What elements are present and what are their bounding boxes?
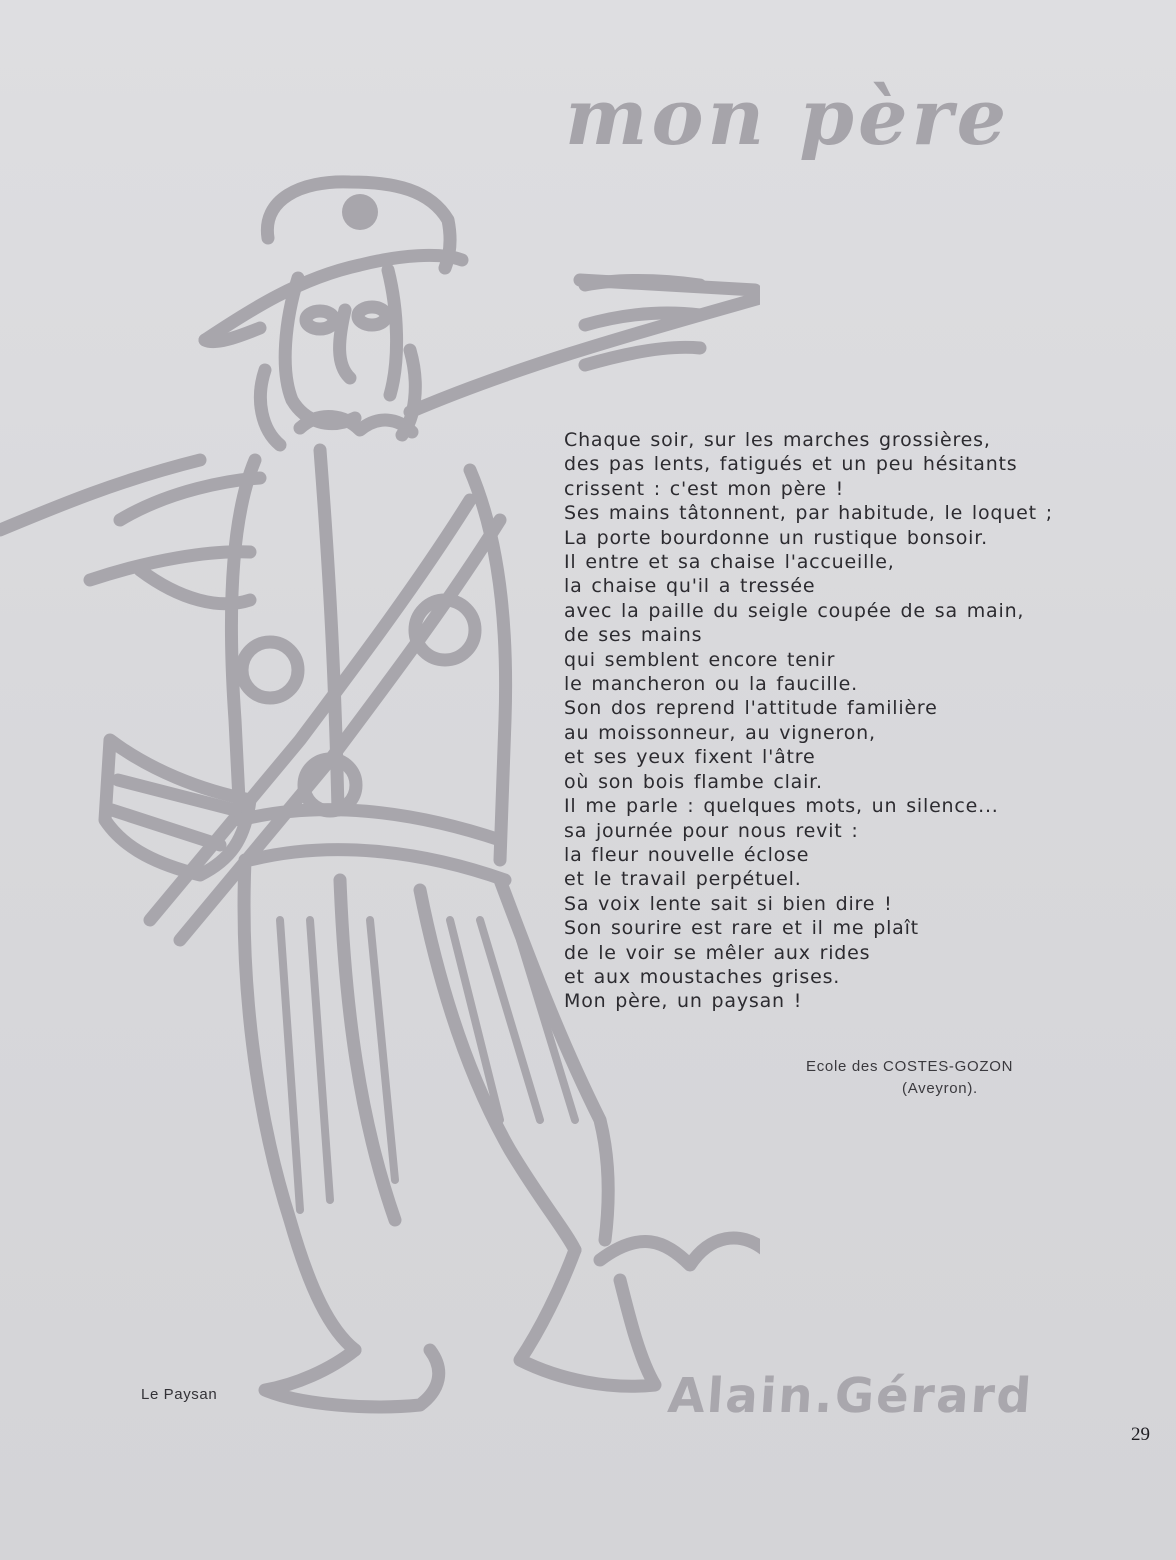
- poem-line: et ses yeux fixent l'âtre: [564, 746, 816, 769]
- face-right: [388, 270, 397, 395]
- ground-line: [600, 1238, 760, 1265]
- poem-line: la chaise qu'il a tressée: [564, 575, 816, 598]
- poem-line: Son dos reprend l'attitude familière: [564, 697, 938, 720]
- poem-line: au moissonneur, au vigneron,: [564, 721, 876, 744]
- poem-line: et le travail perpétuel.: [564, 868, 802, 891]
- poem-line: de le voir se mêler aux rides: [564, 941, 871, 964]
- page-number: 29: [1131, 1424, 1150, 1445]
- poem-line: Sa voix lente sait si bien dire !: [564, 892, 893, 915]
- poem-line: le mancheron ou la faucille.: [564, 673, 858, 696]
- poem-line: qui semblent encore tenir: [564, 648, 836, 671]
- poem-line: des pas lents, fatigués et un peu hésitants: [564, 453, 1018, 476]
- poem-line: Son sourire est rare et il me plaît: [564, 917, 919, 940]
- school-credit: [806, 1056, 1013, 1100]
- poem-line: Il me parle : quelques mots, un silence...: [564, 795, 999, 818]
- illustration-caption: Le Paysan: [141, 1386, 218, 1403]
- school-name: Ecole des COSTES-GOZON: [806, 1058, 1014, 1075]
- nose: [340, 310, 350, 378]
- poem: [564, 428, 1084, 1014]
- poem-line: Mon père, un paysan !: [564, 990, 803, 1013]
- poem-line: la fleur nouvelle éclose: [564, 843, 810, 866]
- poem-line: et aux moustaches grises.: [564, 965, 841, 988]
- right-eye: [358, 307, 386, 325]
- poem-line: de ses mains: [564, 624, 703, 647]
- trouser-right: [420, 890, 575, 1250]
- left-eye: [306, 311, 334, 329]
- poem-line: sa journée pour nous revit :: [564, 819, 859, 842]
- poem-line: La porte bourdonne un rustique bonsoir.: [564, 526, 988, 549]
- poem-line: crissent : c'est mon père !: [564, 477, 845, 500]
- right-boot: [520, 1250, 655, 1386]
- poem-line: Il entre et sa chaise l'accueille,: [564, 551, 895, 574]
- shirt-left: [232, 460, 255, 820]
- hat-flower: [342, 194, 378, 230]
- poem-line: Ses mains tâtonnent, par habitude, le loquet ;: [564, 502, 1053, 525]
- school-region: (Aveyron).: [902, 1080, 978, 1097]
- poem-line: avec la paille du seigle coupée de sa main,: [564, 599, 1025, 622]
- pitchfork-handle: [410, 298, 760, 412]
- page-title: mon père: [565, 72, 1011, 163]
- left-boot: [265, 1350, 439, 1407]
- poem-line: où son bois flambe clair.: [564, 770, 823, 793]
- poem-line: Chaque soir, sur les marches grossières,: [564, 429, 991, 451]
- artist-signature: Alain.Gérard: [666, 1368, 1035, 1424]
- moustache: [300, 416, 412, 432]
